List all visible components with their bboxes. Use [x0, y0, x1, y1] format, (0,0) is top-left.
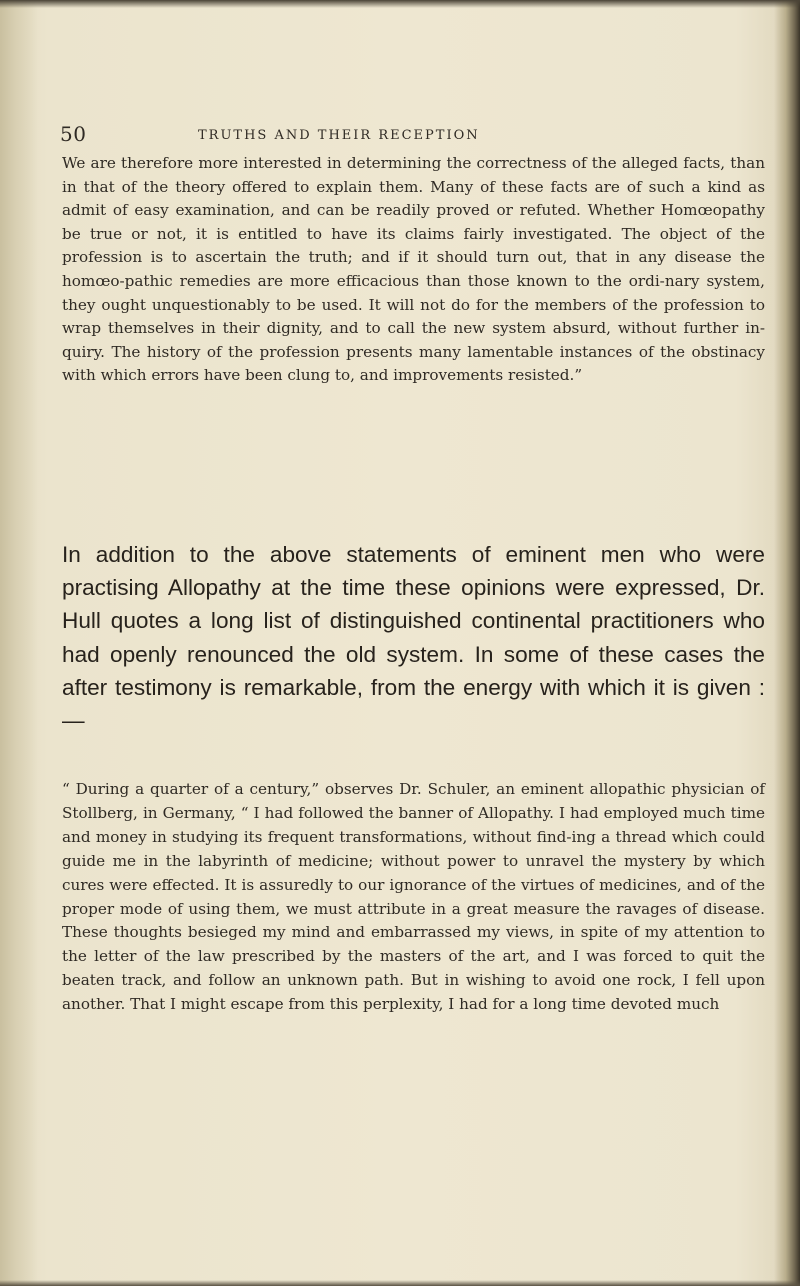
paragraph-schuler-quote: “ During a quarter of a century,” observes Dr. Schuler, an eminent allopathic physician of Stollberg, in Germany, “ I had followed the banner of Allopathy. I had employed much time and money in studying its frequent transformations, without find-ing a thread which could guide me in the labyrinth of medicine; without power to unravel the mystery by which cures were effected. It is assuredly to our ignorance of the virtues of medicines, and of the proper mode of using them, we must attribute in a great measure the ravages of disease. These thoughts besieged my mind and embarrassed my views, in spite of my attention to the letter of the law prescribed by the masters of the art, and I was forced to quit the beaten track, and follow an unknown path. But in wishing to avoid one rock, I fell upon another. That I might escape from this perplexity, I had for a long time devoted much	[62, 780, 765, 1014]
page-number: 50	[60, 122, 87, 146]
paragraph-quote-continuation: We are therefore more interested in determining the correctness of the alleged facts, than in that of the theory offered to explain them. Many of these facts are of such a kind as admit of easy examination, and can be readily proved or refuted. Whether Homœopathy be true or not, it is entitled to have its claims fairly investigated. The object of the profession is to ascertain the truth; and if it should turn out, that in any disease the homœo-pathic remedies are more efficacious than those known to the ordi-nary system, they ought unquestionably to be used. It will not do for the members of the profession to wrap themselves in their dignity, and to call the new system absurd, without further in-quiry. The history of the profession presents many lamentable instances of the obstinacy with which errors have been clung to, and improvements resisted.”	[62, 154, 765, 385]
page-edge-top	[0, 0, 800, 8]
page-edge-bottom	[0, 1280, 800, 1286]
page-header	[60, 122, 760, 152]
paragraph-main-text: In addition to the above statements of eminent men who were practising Allopathy at the time these opinions were expressed, Dr. Hull quotes a long list of distinguished continental practitioners who had openly renounced the old system. In some of these cases the after testimony is remarkable, from the energy with which it is given :—	[62, 542, 765, 734]
running-title: TRUTHS AND THEIR RECEPTION	[198, 128, 480, 143]
page-gutter-shadow	[0, 0, 38, 1286]
page-edge-right	[774, 0, 800, 1286]
